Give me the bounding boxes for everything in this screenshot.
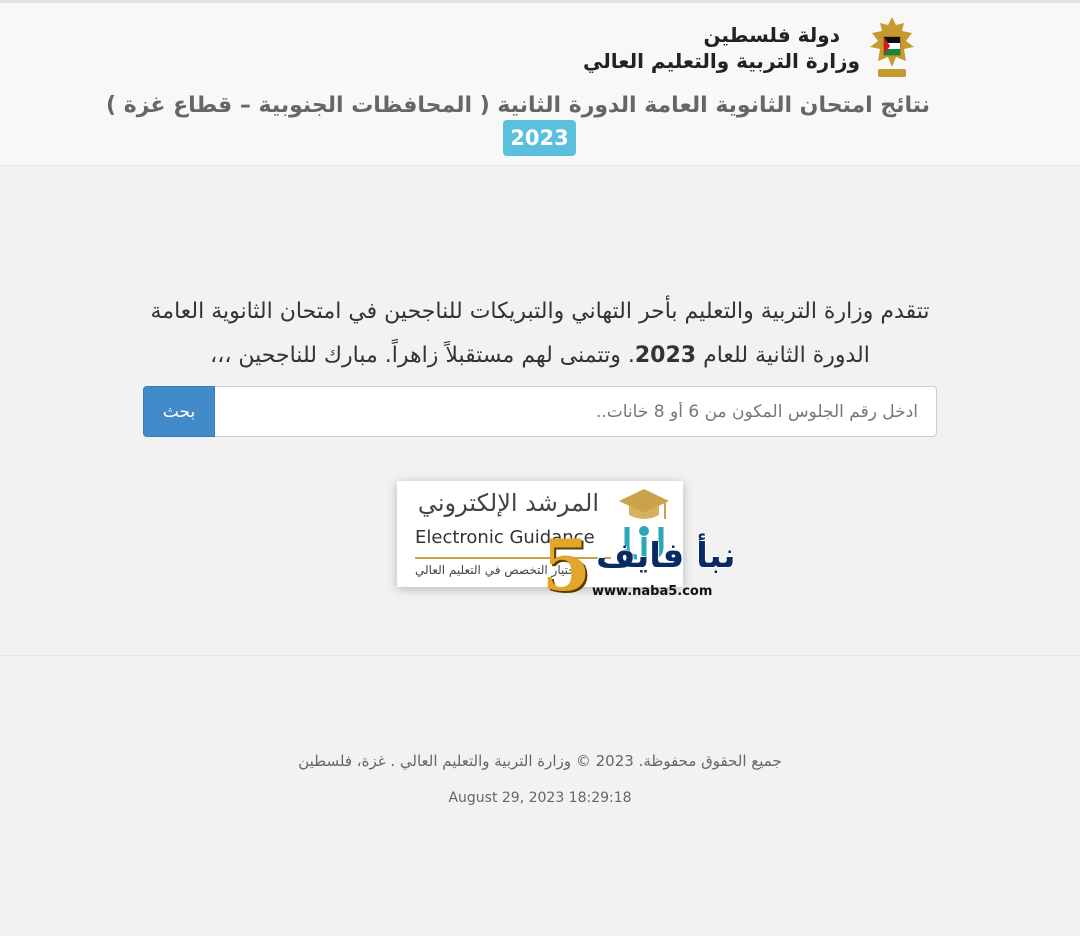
year-badge: 2023 (503, 120, 576, 156)
page-header (0, 3, 1080, 166)
banner-tagline: للاختيار التخصص في التعليم العالي (415, 563, 587, 577)
state-name: دولة فلسطين (703, 23, 840, 47)
ministry-name: وزارة التربية والتعليم العالي (583, 49, 860, 73)
watermark-digit: 5 (542, 524, 591, 607)
section-divider (0, 655, 1080, 656)
banner-title: المرشد الإلكتروني (417, 489, 599, 517)
congrats-text-end: . وتتمنى لهم مستقبلاً زاهراً. مبارك للناجحين ،،، (210, 343, 635, 368)
seat-number-input[interactable] (215, 386, 937, 437)
banner-subtitle: Electronic Guidance (415, 527, 595, 548)
site-watermark (540, 524, 740, 610)
palestine-eagle-emblem-icon (868, 15, 916, 81)
search-button[interactable]: بحث (143, 386, 215, 437)
ministry-logo[interactable] (583, 15, 920, 85)
copyright-text: جميع الحقوق محفوظة. 2023 © وزارة التربية والتعليم العالي . غزة، فلسطين (298, 752, 782, 770)
server-timestamp: August 29, 2023 18:29:18 (448, 790, 632, 806)
page-title: نتائج امتحان الثانوية العامة الدورة الثانية ( المحافظات الجنوبية – قطاع غزة ) (106, 93, 930, 118)
congratulations-message (140, 290, 940, 378)
watermark-url: www.naba5.com (592, 584, 713, 599)
watermark-name: نبأ فايف (596, 536, 736, 576)
congrats-year: 2023 (634, 343, 697, 368)
search-form (143, 386, 937, 437)
congrats-text-start: تتقدم وزارة التربية والتعليم بأحر التهاني والتبريكات للناجحين في امتحان الثانوية العامة الدورة الثانية للعام (150, 299, 930, 368)
